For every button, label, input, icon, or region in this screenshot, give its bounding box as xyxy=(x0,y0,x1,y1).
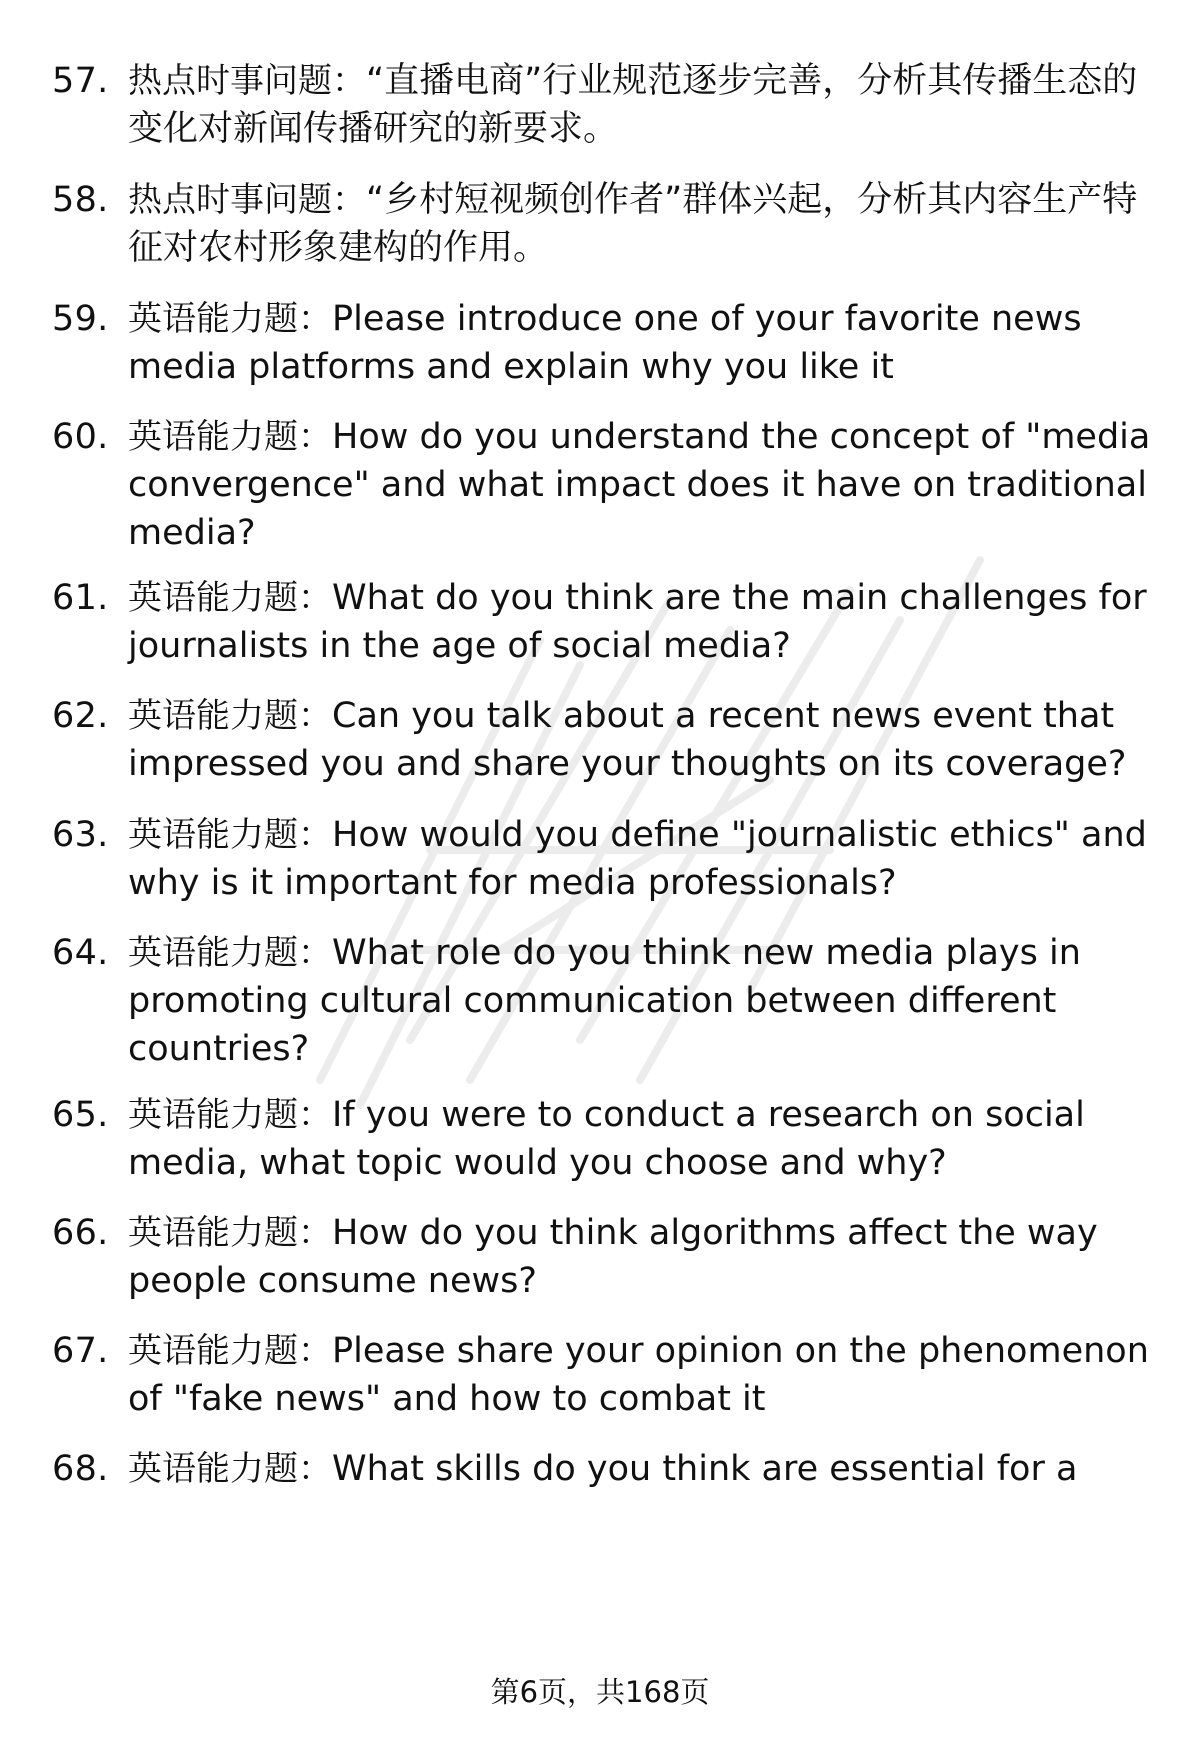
item-question-text: Can you talk about a recent news event that impressed you and share your thoughts on its coverage? xyxy=(128,696,1127,784)
item-category-label: 英语能力题： xyxy=(128,933,332,973)
item-question-text: Please introduce one of your favorite news media platforms and explain why you like it xyxy=(128,299,1082,387)
item-category-label: 英语能力题： xyxy=(128,815,332,855)
item-question-text: How do you understand the concept of "media convergence" and what impact does it have on traditional media? xyxy=(128,417,1151,553)
item-category-label: 英语能力题： xyxy=(128,1331,332,1371)
item-number: 59. xyxy=(52,299,109,339)
list-item xyxy=(52,1327,1172,1423)
item-category-label: 热点时事问题： xyxy=(128,61,366,101)
item-content xyxy=(128,413,1172,557)
item-question-text: “乡村短视频创作者”群体兴起，分析其内容生产特征对农村形象建构的作用。 xyxy=(128,180,1138,268)
item-category-label: 英语能力题： xyxy=(128,1449,332,1489)
item-category-label: 英语能力题： xyxy=(128,1095,332,1135)
item-content xyxy=(128,692,1172,788)
item-question-text: If you were to conduct a research on social media, what topic would you choose and why? xyxy=(128,1095,1085,1183)
list-item xyxy=(52,929,1172,1073)
item-content xyxy=(128,1091,1172,1187)
list-item xyxy=(52,692,1172,788)
item-question-text: “直播电商”行业规范逐步完善，分析其传播生态的变化对新闻传播研究的新要求。 xyxy=(128,61,1138,149)
list-item xyxy=(52,1091,1172,1187)
item-content xyxy=(128,811,1172,907)
item-number: 62. xyxy=(52,696,109,736)
item-number: 58. xyxy=(52,180,109,220)
item-category-label: 英语能力题： xyxy=(128,299,332,339)
item-number: 67. xyxy=(52,1331,109,1371)
item-number: 68. xyxy=(52,1449,109,1489)
list-item xyxy=(52,57,1172,153)
item-number: 57. xyxy=(52,61,109,101)
item-question-text: How would you define "journalistic ethics" and why is it important for media professionals? xyxy=(128,815,1147,903)
list-item xyxy=(52,413,1172,557)
item-number: 64. xyxy=(52,933,109,973)
item-number: 65. xyxy=(52,1095,109,1135)
item-content xyxy=(128,295,1172,391)
item-content xyxy=(128,1327,1172,1423)
item-content xyxy=(128,1445,1172,1493)
list-item xyxy=(52,811,1172,907)
item-content xyxy=(128,176,1172,272)
item-category-label: 英语能力题： xyxy=(128,696,332,736)
item-question-text: What skills do you think are essential for a xyxy=(332,1449,1078,1489)
list-item xyxy=(52,1445,1172,1493)
list-item xyxy=(52,1209,1172,1305)
item-number: 63. xyxy=(52,815,109,855)
item-number: 66. xyxy=(52,1213,109,1253)
list-item xyxy=(52,295,1172,391)
list-item xyxy=(52,574,1172,670)
item-question-text: What role do you think new media plays in promoting cultural communication between different countries? xyxy=(128,933,1081,1069)
item-category-label: 热点时事问题： xyxy=(128,180,366,220)
page-footer: 第6页，共168页 xyxy=(490,1675,710,1709)
item-question-text: How do you think algorithms affect the way people consume news? xyxy=(128,1213,1098,1301)
item-content xyxy=(128,574,1172,670)
item-number: 60. xyxy=(52,417,109,457)
item-question-text: Please share your opinion on the phenomenon of "fake news" and how to combat it xyxy=(128,1331,1149,1419)
item-category-label: 英语能力题： xyxy=(128,1213,332,1253)
item-question-text: What do you think are the main challenges for journalists in the age of social media? xyxy=(128,578,1147,666)
item-category-label: 英语能力题： xyxy=(128,578,332,618)
list-item xyxy=(52,176,1172,272)
item-content xyxy=(128,929,1172,1073)
item-content xyxy=(128,1209,1172,1305)
item-number: 61. xyxy=(52,578,109,618)
item-category-label: 英语能力题： xyxy=(128,417,332,457)
item-content xyxy=(128,57,1172,153)
